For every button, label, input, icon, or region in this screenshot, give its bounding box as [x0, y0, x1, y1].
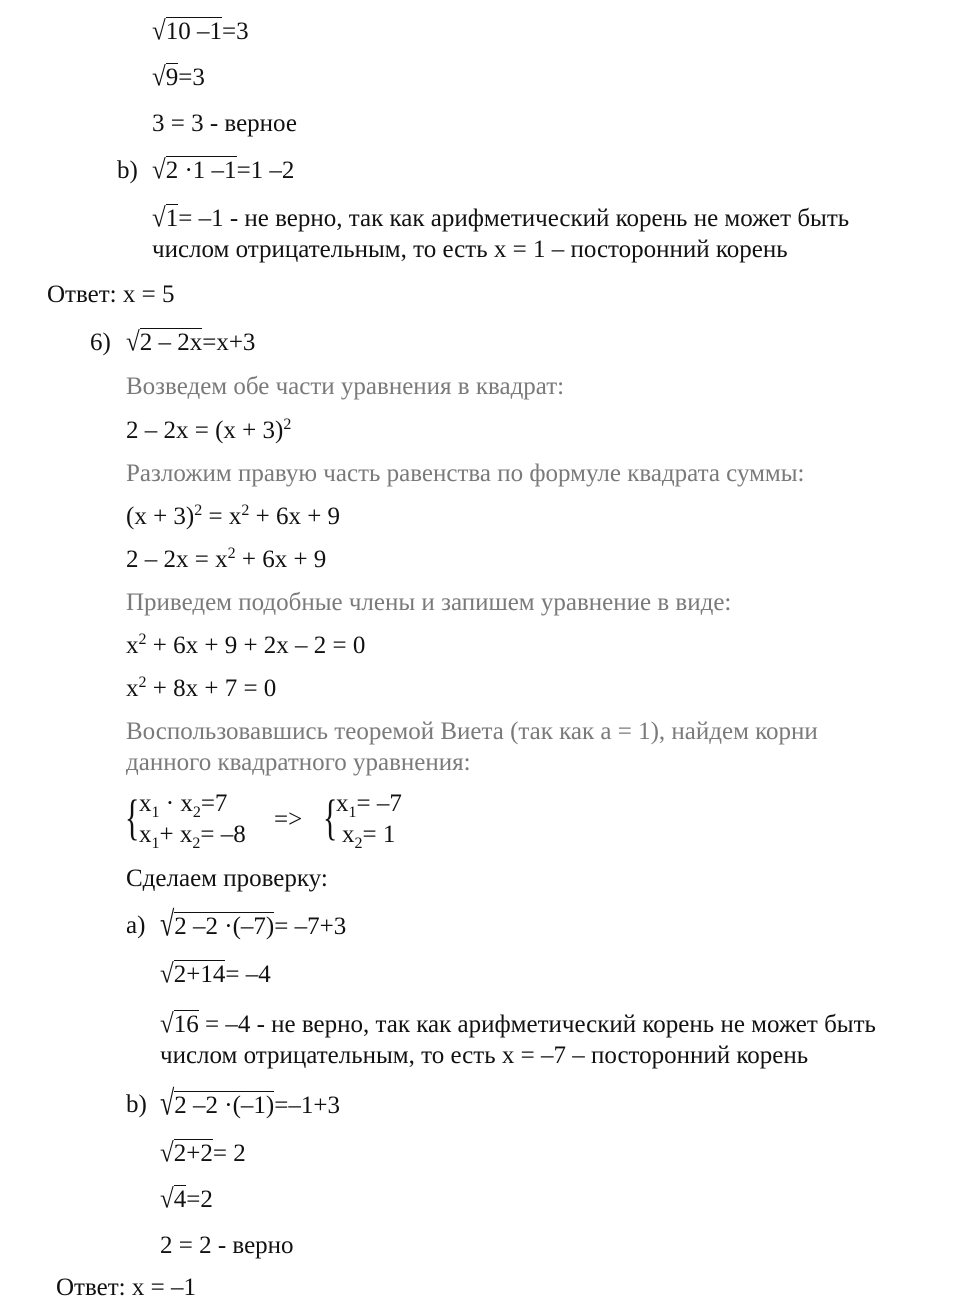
task-6-equation: √2 – 2x=x+3: [126, 327, 256, 358]
comment-expand: Разложим правую часть равенства по формуле квадрата суммы:: [126, 460, 805, 487]
item-a-label: a): [126, 912, 146, 939]
check-b-line-2: √2+2= 2: [160, 1138, 246, 1169]
system-2-line-1: $x_1= -7$: [336, 790, 402, 821]
system-1-line-1: $x_1 \cdot x_2=7$: [139, 790, 228, 821]
equation-3: $2 - 2x = x^2 + 6x + 9$: [126, 545, 327, 573]
check-a-explanation: числом отрицательным, то есть x = –7 – посторонний корень: [160, 1042, 809, 1069]
check-b-result: 2 = 2 - верно: [160, 1232, 294, 1259]
radical: √16: [160, 1009, 199, 1040]
task-6-label: 6): [90, 329, 111, 356]
equation-5: $x^2 + 8x + 7 = 0$: [126, 674, 277, 702]
check-a-line-3: √16 = –4 - не верно, так как арифметический корень не может быть: [160, 1009, 876, 1040]
radical: √2+2: [160, 1138, 213, 1169]
check-a-line-1: √2 –2 ·(–7)= –7+3: [160, 904, 347, 944]
root-line-3: √2 ·1 –1=1 –2: [152, 155, 295, 186]
equation-2: $(x + 3)^2 = x^2 + 6x + 9$: [126, 502, 341, 530]
radical: √2+14: [160, 959, 226, 990]
radical: √2 ·1 –1: [152, 155, 237, 186]
check-heading: Сделаем проверку:: [126, 865, 328, 892]
comment-like-terms: Приведем подобные члены и запишем уравнение в виде:: [126, 589, 732, 616]
radical: √1: [152, 203, 179, 234]
root-line-2: √9=3: [152, 62, 205, 93]
radical: √9: [152, 62, 179, 93]
answer-minus-1: Ответ: x = –1: [56, 1274, 196, 1301]
radical: √10 –1: [152, 16, 222, 47]
root-line-1: √10 –1=3: [152, 16, 249, 47]
explanation-line: числом отрицательным, то есть x = 1 – посторонний корень: [152, 236, 788, 263]
comment-vieta-2: данного квадратного уравнения:: [126, 749, 471, 776]
radical: √4: [160, 1184, 187, 1215]
right-brace: {: [323, 789, 338, 845]
radical: √2 – 2x: [126, 327, 203, 358]
radical: √2 –2 ·(–7): [160, 904, 275, 944]
comment-vieta-1: Воспользовавшись теоремой Виета (так как a = 1), найдем корни: [126, 718, 818, 745]
left-brace: {: [125, 789, 140, 845]
item-b-label: b): [117, 157, 138, 184]
system-2-line-2: $x_2= 1$: [342, 821, 396, 852]
radical: √2 –2 ·(–1): [160, 1083, 275, 1123]
check-b-line-1: √2 –2 ·(–1)=–1+3: [160, 1083, 340, 1123]
equation-4: $x^2 + 6x + 9 + 2x - 2 = 0$: [126, 631, 366, 659]
check-b-line-3: √4=2: [160, 1184, 213, 1215]
system-1-line-2: $x_1+ x_2= -8$: [139, 821, 246, 852]
check-a-line-2: √2+14= –4: [160, 959, 271, 990]
equation-1: $2 - 2x = (x + 3)^2$: [126, 416, 292, 444]
root-line-4: √1= –1 - не верно, так как арифметический корень не может быть: [152, 203, 850, 234]
comment-square: Возведем обе части уравнения в квадрат:: [126, 373, 565, 400]
item-b-label-2: b): [126, 1091, 147, 1118]
implies-arrow: =>: [274, 806, 303, 833]
answer-5: Ответ: x = 5: [47, 281, 175, 308]
check-result-line: 3 = 3 - верное: [152, 110, 297, 137]
